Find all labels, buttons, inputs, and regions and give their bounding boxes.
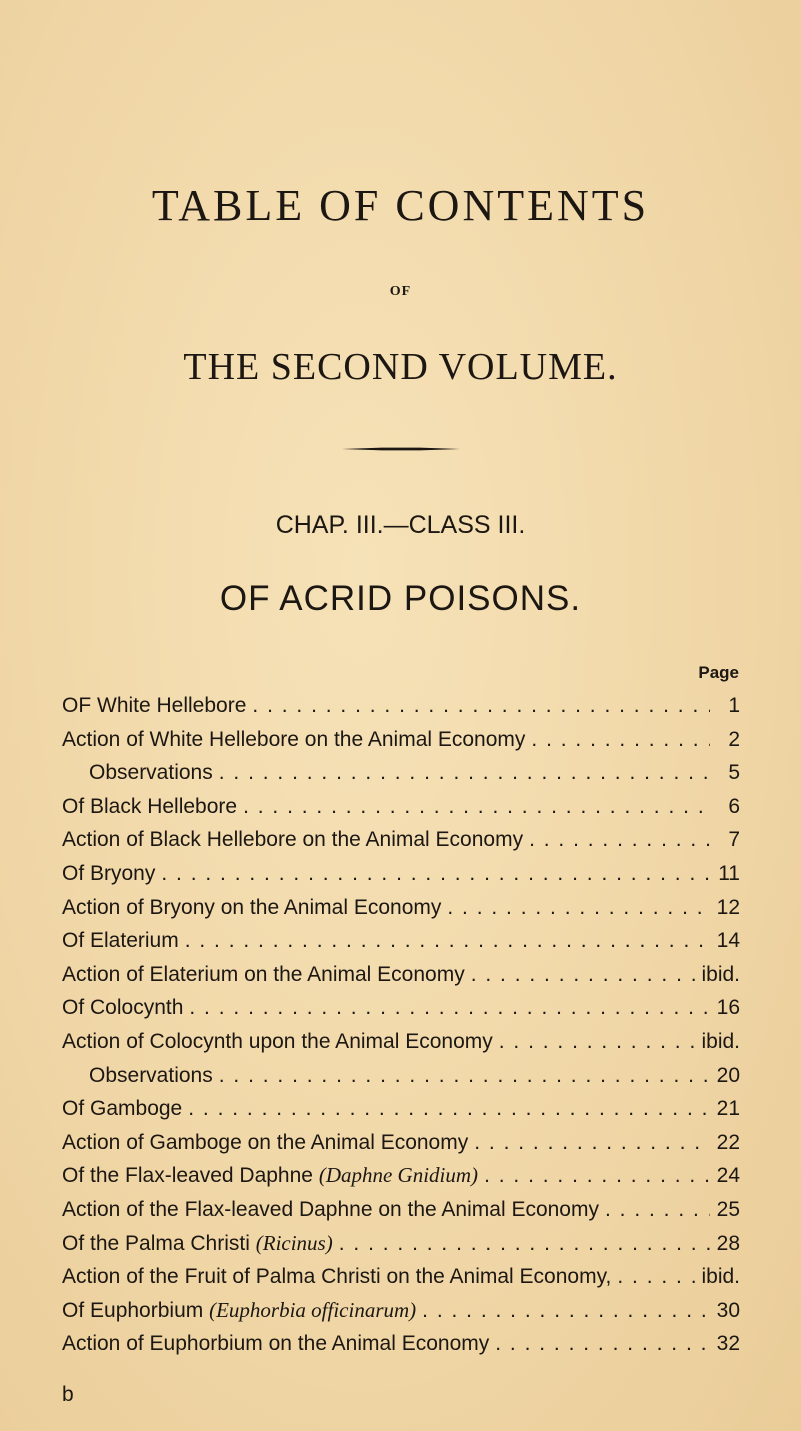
toc-dot-leader bbox=[493, 1025, 702, 1059]
toc-entry-title bbox=[62, 1294, 416, 1328]
toc-page-number: ibid. bbox=[701, 962, 740, 986]
toc-dot-leader bbox=[213, 1059, 710, 1093]
toc-entry-title bbox=[62, 1092, 182, 1126]
toc-entry-title bbox=[62, 857, 155, 891]
toc-entry-title bbox=[62, 1227, 333, 1261]
toc-dot-leader bbox=[523, 823, 710, 857]
chapter-heading: CHAP. III.—CLASS III. bbox=[275, 511, 526, 539]
toc-entry bbox=[62, 1260, 740, 1294]
toc-entry bbox=[62, 689, 740, 723]
toc-entry-label: Action of Bryony on the Animal Economy bbox=[62, 895, 442, 919]
toc-entry-label: Of Black Hellebore bbox=[62, 794, 238, 818]
toc-entry bbox=[62, 924, 740, 958]
signature-mark: b bbox=[62, 1383, 74, 1406]
toc-page-number: 6 bbox=[728, 794, 740, 818]
toc-entry bbox=[62, 823, 740, 857]
toc-entry-label: Action of the Flax-leaved Daphne on the Animal Economy bbox=[62, 1197, 599, 1221]
toc-dot-leader bbox=[179, 924, 710, 958]
toc-entry-title bbox=[62, 1159, 478, 1193]
toc-page-number: 7 bbox=[728, 828, 740, 852]
toc-entry bbox=[62, 958, 740, 992]
toc-page-number: 12 bbox=[716, 895, 740, 919]
toc-entry-title bbox=[62, 991, 183, 1025]
toc-page-number: 25 bbox=[716, 1197, 740, 1221]
toc-entry-title bbox=[62, 1193, 599, 1227]
toc-dot-leader bbox=[611, 1260, 701, 1294]
toc-page-number: 24 bbox=[716, 1164, 740, 1188]
toc-page-number: 5 bbox=[728, 761, 740, 785]
toc-dot-leader bbox=[525, 723, 710, 757]
toc-entry-latin-name: (Ricinus) bbox=[255, 1230, 333, 1255]
toc-entry-label: Observations bbox=[89, 761, 213, 785]
toc-entry-title bbox=[62, 1327, 489, 1361]
toc-entry-label: Of Gamboge bbox=[62, 1097, 183, 1121]
section-title: OF ACRID POISONS. bbox=[219, 579, 582, 618]
toc-entry-title bbox=[62, 891, 441, 925]
toc-entry-title bbox=[62, 1260, 611, 1294]
toc-entry bbox=[62, 1227, 740, 1261]
toc-entry-label: Of Elaterium bbox=[62, 929, 179, 953]
toc-dot-leader bbox=[599, 1193, 710, 1227]
toc-page-number: 32 bbox=[716, 1332, 740, 1356]
toc-page-number: 14 bbox=[716, 929, 740, 953]
toc-dot-leader bbox=[183, 991, 710, 1025]
toc-entry-title bbox=[62, 1059, 213, 1093]
page-subtitle: THE SECOND VOLUME. bbox=[183, 346, 618, 388]
toc-dot-leader bbox=[182, 1092, 710, 1126]
toc-entry-title bbox=[62, 689, 246, 723]
toc-entry bbox=[62, 1294, 740, 1328]
toc-dot-leader bbox=[246, 689, 710, 723]
toc-entry-label: Action of the Fruit of Palma Christi on the Animal Economy, bbox=[62, 1265, 612, 1289]
toc-entry-title bbox=[62, 924, 179, 958]
toc-entry bbox=[62, 857, 740, 891]
toc-page-number: 1 bbox=[728, 694, 740, 717]
page-title: TABLE OF CONTENTS bbox=[151, 181, 650, 230]
toc-dot-leader bbox=[213, 756, 710, 790]
toc-entry-label: Action of White Hellebore on the Animal Economy bbox=[62, 727, 526, 751]
toc-entry-title bbox=[62, 1126, 468, 1160]
toc-entry-label: OF White Hellebore bbox=[62, 694, 247, 717]
toc-entry bbox=[62, 1193, 740, 1227]
toc-dot-leader bbox=[333, 1227, 710, 1261]
toc-entry bbox=[62, 1159, 740, 1193]
toc-entry bbox=[62, 1092, 740, 1126]
toc-entry bbox=[62, 723, 740, 757]
toc-page-number: ibid. bbox=[701, 1265, 740, 1289]
toc-entry-title bbox=[62, 823, 523, 857]
toc-entry-label: Action of Gamboge on the Animal Economy bbox=[62, 1130, 469, 1154]
toc-entry bbox=[62, 1059, 740, 1093]
toc-entry-label: Observations bbox=[89, 1063, 213, 1087]
toc-entry-label: Of the Flax-leaved Daphne bbox=[62, 1164, 313, 1188]
toc-entry bbox=[62, 991, 740, 1025]
toc-dot-leader bbox=[155, 857, 710, 891]
toc-dot-leader bbox=[441, 891, 710, 925]
toc-entry-latin-name: (Daphne Gnidium) bbox=[318, 1163, 479, 1188]
toc-page-number: 20 bbox=[716, 1063, 740, 1087]
toc-page-number: 16 bbox=[716, 996, 740, 1020]
toc-dot-leader bbox=[478, 1159, 710, 1193]
toc-page-number: 22 bbox=[716, 1130, 740, 1154]
toc-entry-title bbox=[62, 723, 525, 757]
toc-page-number: 11 bbox=[718, 861, 740, 885]
toc-entry-title bbox=[62, 790, 237, 824]
ornamental-rule bbox=[342, 447, 460, 451]
toc-dot-leader bbox=[416, 1294, 710, 1328]
toc-list bbox=[62, 689, 740, 1361]
toc-page-number: 28 bbox=[716, 1231, 740, 1255]
toc-entry-title bbox=[62, 756, 213, 790]
title-connector: OF bbox=[389, 284, 412, 299]
toc-page-number: 30 bbox=[716, 1298, 740, 1322]
toc-entry-label: Action of Euphorbium on the Animal Economy bbox=[62, 1332, 490, 1356]
toc-dot-leader bbox=[237, 790, 710, 824]
toc-entry-title bbox=[62, 958, 465, 992]
toc-entry bbox=[62, 891, 740, 925]
toc-page-number: 21 bbox=[716, 1097, 740, 1121]
toc-dot-leader bbox=[489, 1327, 710, 1361]
toc-entry-label: Of Euphorbium bbox=[62, 1298, 204, 1322]
toc-dot-leader bbox=[468, 1126, 710, 1160]
toc-entry bbox=[62, 1327, 740, 1361]
toc-entry bbox=[62, 1126, 740, 1160]
toc-entry bbox=[62, 1025, 740, 1059]
toc-dot-leader bbox=[465, 958, 702, 992]
toc-page-number: ibid. bbox=[701, 1029, 740, 1053]
toc-entry-label: Action of Elaterium on the Animal Economy bbox=[62, 962, 465, 986]
page-column-label: Page bbox=[698, 663, 739, 682]
toc-page-number: 2 bbox=[728, 727, 740, 751]
toc-entry-title bbox=[62, 1025, 493, 1059]
toc-entry-label: Of Bryony bbox=[62, 861, 156, 885]
toc-entry-label: Of Colocynth bbox=[62, 996, 184, 1020]
toc-entry-label: Of the Palma Christi bbox=[62, 1231, 250, 1255]
toc-entry-latin-name: (Euphorbia officinarum) bbox=[209, 1297, 417, 1322]
toc-entry bbox=[62, 790, 740, 824]
toc-entry-label: Action of Colocynth upon the Animal Economy bbox=[62, 1029, 493, 1053]
toc-entry-label: Action of Black Hellebore on the Animal Economy bbox=[62, 828, 524, 852]
toc-entry bbox=[62, 756, 740, 790]
